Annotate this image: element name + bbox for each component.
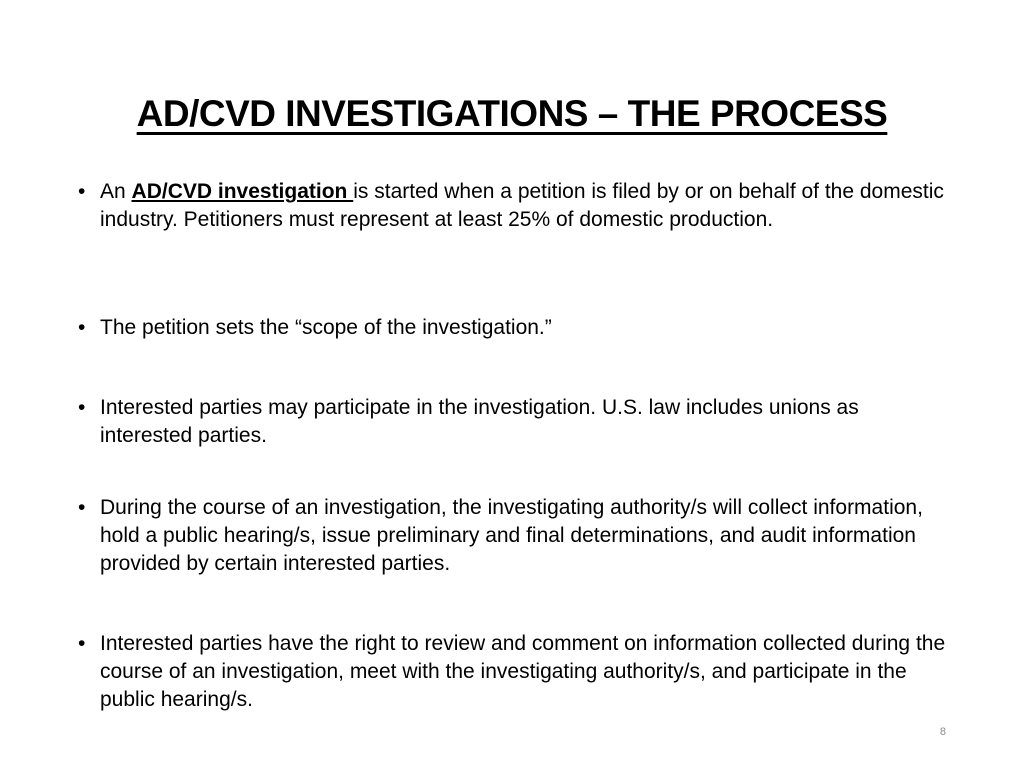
bullet-prefix: An: [100, 180, 132, 203]
bullet-list: [76, 178, 956, 714]
bullet-term: AD/CVD investigation: [131, 180, 354, 203]
bullet-text: The petition sets the “scope of the investigation.”: [100, 316, 552, 339]
page-number: 8: [939, 726, 946, 738]
bullet-item-4: [76, 494, 956, 630]
bullet-text: Interested parties may participate in the investigation. U.S. law includes unions as interested parties.: [100, 396, 859, 447]
bullet-text: Interested parties have the right to review and comment on information collected during the course of an investigation, meet with the investigating authority/s, and participate in the public hearing/s.: [100, 632, 946, 711]
bullet-item-1: [76, 178, 956, 314]
bullet-item-3: [76, 394, 956, 494]
bullet-text: is started when a petition is filed by or on behalf of the domestic industry. Petitioners must represent at least 25% of domestic production.: [100, 180, 944, 231]
bullet-item-5: [76, 630, 956, 714]
bullet-item-2: [76, 314, 956, 394]
slide-title: AD/CVD INVESTIGATIONS – THE PROCESS: [136, 93, 888, 134]
bullet-text: During the course of an investigation, the investigating authority/s will collect information, hold a public hearing/s, issue preliminary and final determinations, and audit information provided by certain interested parties.: [100, 496, 923, 575]
